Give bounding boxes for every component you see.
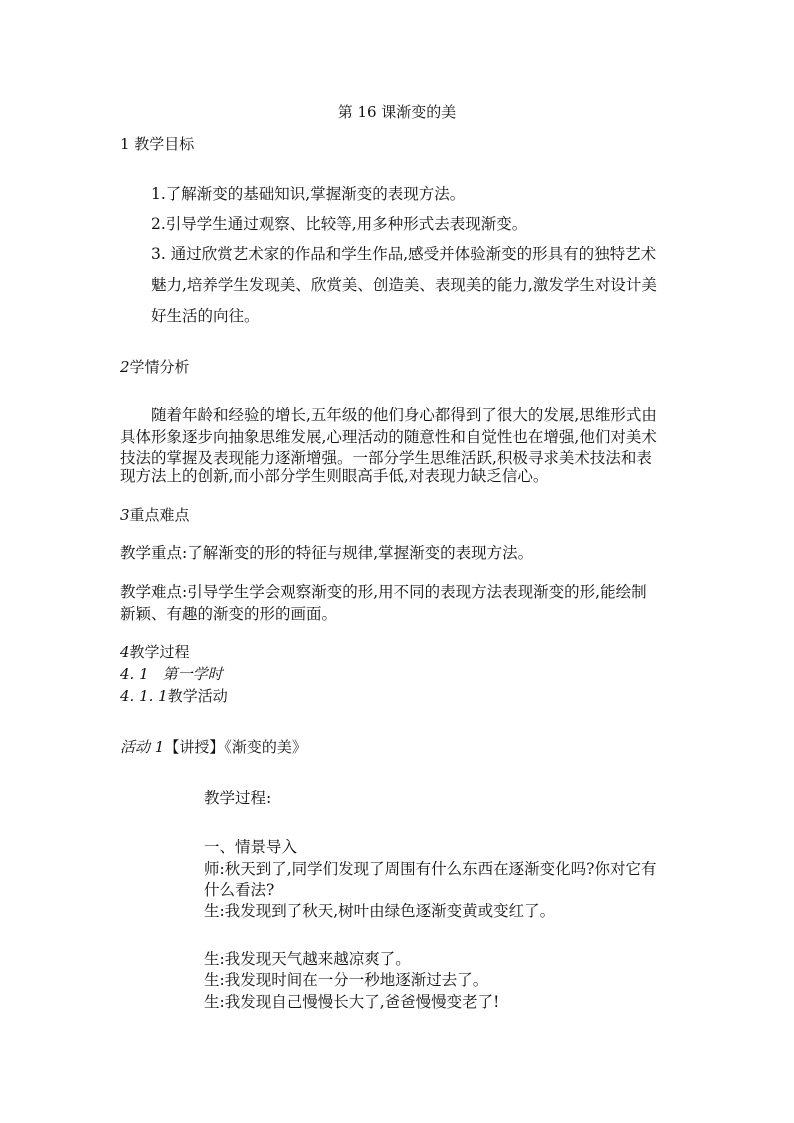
section-number: 3	[120, 506, 130, 524]
goal-item: 3. 通过欣赏艺术家的作品和学生作品,感受并体验渐变的形具有的独特艺术	[151, 245, 657, 263]
section-heading-text: 学情分析	[129, 358, 190, 376]
process-line: 生:我发现天气越来越凉爽了。	[204, 950, 411, 968]
activity-prefix: 活动 1	[120, 738, 165, 756]
subsection-number: 4. 1. 1	[120, 687, 168, 705]
section-heading-analysis	[120, 357, 190, 377]
process-line: 生:我发现到了秋天,树叶由绿色逐渐变黄或变红了。	[204, 902, 556, 920]
difficulty-line: 新颖、有趣的渐变的形的画面。	[120, 605, 338, 623]
process-line: 生:我发现时间在一分一秒地逐渐过去了。	[204, 971, 489, 989]
paragraph-line: 现方法上的创新,而小部分学生则眼高手低,对表现力缺乏信心。	[120, 467, 549, 485]
process-line: 什么看法?	[204, 881, 275, 899]
subsection-label: 第一学时	[162, 665, 223, 683]
section-number: 4	[120, 643, 130, 661]
paragraph-line: 技法的掌握及表现能力逐渐增强。一部分学生思维活跃,积极寻求美术技法和表	[120, 449, 652, 467]
subsection-first-period	[120, 664, 223, 684]
process-line: 一、情景导入	[204, 838, 298, 856]
section-heading-key-points	[120, 505, 190, 525]
section-heading-process	[120, 642, 190, 662]
activity-heading	[120, 737, 307, 757]
section-heading-objectives: 1 教学目标	[120, 135, 195, 153]
goal-item: 魅力,培养学生发现美、欣赏美、创造美、表现美的能力,激发学生对设计美	[151, 276, 657, 294]
goal-item: 2.引导学生通过观察、比较等,用多种形式去表现渐变。	[151, 215, 528, 233]
goal-item: 1.了解渐变的基础知识,掌握渐变的表现方法。	[151, 185, 466, 203]
section-heading-text: 教学过程	[129, 643, 190, 661]
section-number: 2	[120, 358, 130, 376]
paragraph-line: 随着年龄和经验的增长,五年级的他们身心都得到了很大的发展,思维形式由	[151, 406, 657, 424]
process-line: 师:秋天到了,同学们发现了周围有什么东西在逐渐变化吗?你对它有	[204, 860, 657, 878]
page-title: 第 16 课渐变的美	[337, 103, 457, 121]
process-heading: 教学过程:	[204, 789, 272, 807]
subsection-label: 教学活动	[167, 687, 228, 705]
goal-item: 好生活的向往。	[151, 307, 260, 325]
process-line: 生:我发现自己慢慢长大了,爸爸慢慢变老了!	[204, 993, 500, 1011]
section-heading-text: 重点难点	[129, 506, 190, 524]
difficulty-line: 教学难点:引导学生学会观察渐变的形,用不同的表现方法表现渐变的形,能绘制	[120, 583, 647, 601]
activity-label: 【讲授】《渐变的美》	[164, 738, 307, 756]
subsection-number: 4. 1	[120, 665, 149, 683]
paragraph-line: 具体形象逐步向抽象思维发展,心理活动的随意性和自觉性也在增强,他们对美术	[120, 428, 657, 446]
subsection-activities	[120, 686, 228, 706]
key-point-line: 教学重点:了解渐变的形的特征与规律,掌握渐变的表现方法。	[120, 544, 534, 562]
